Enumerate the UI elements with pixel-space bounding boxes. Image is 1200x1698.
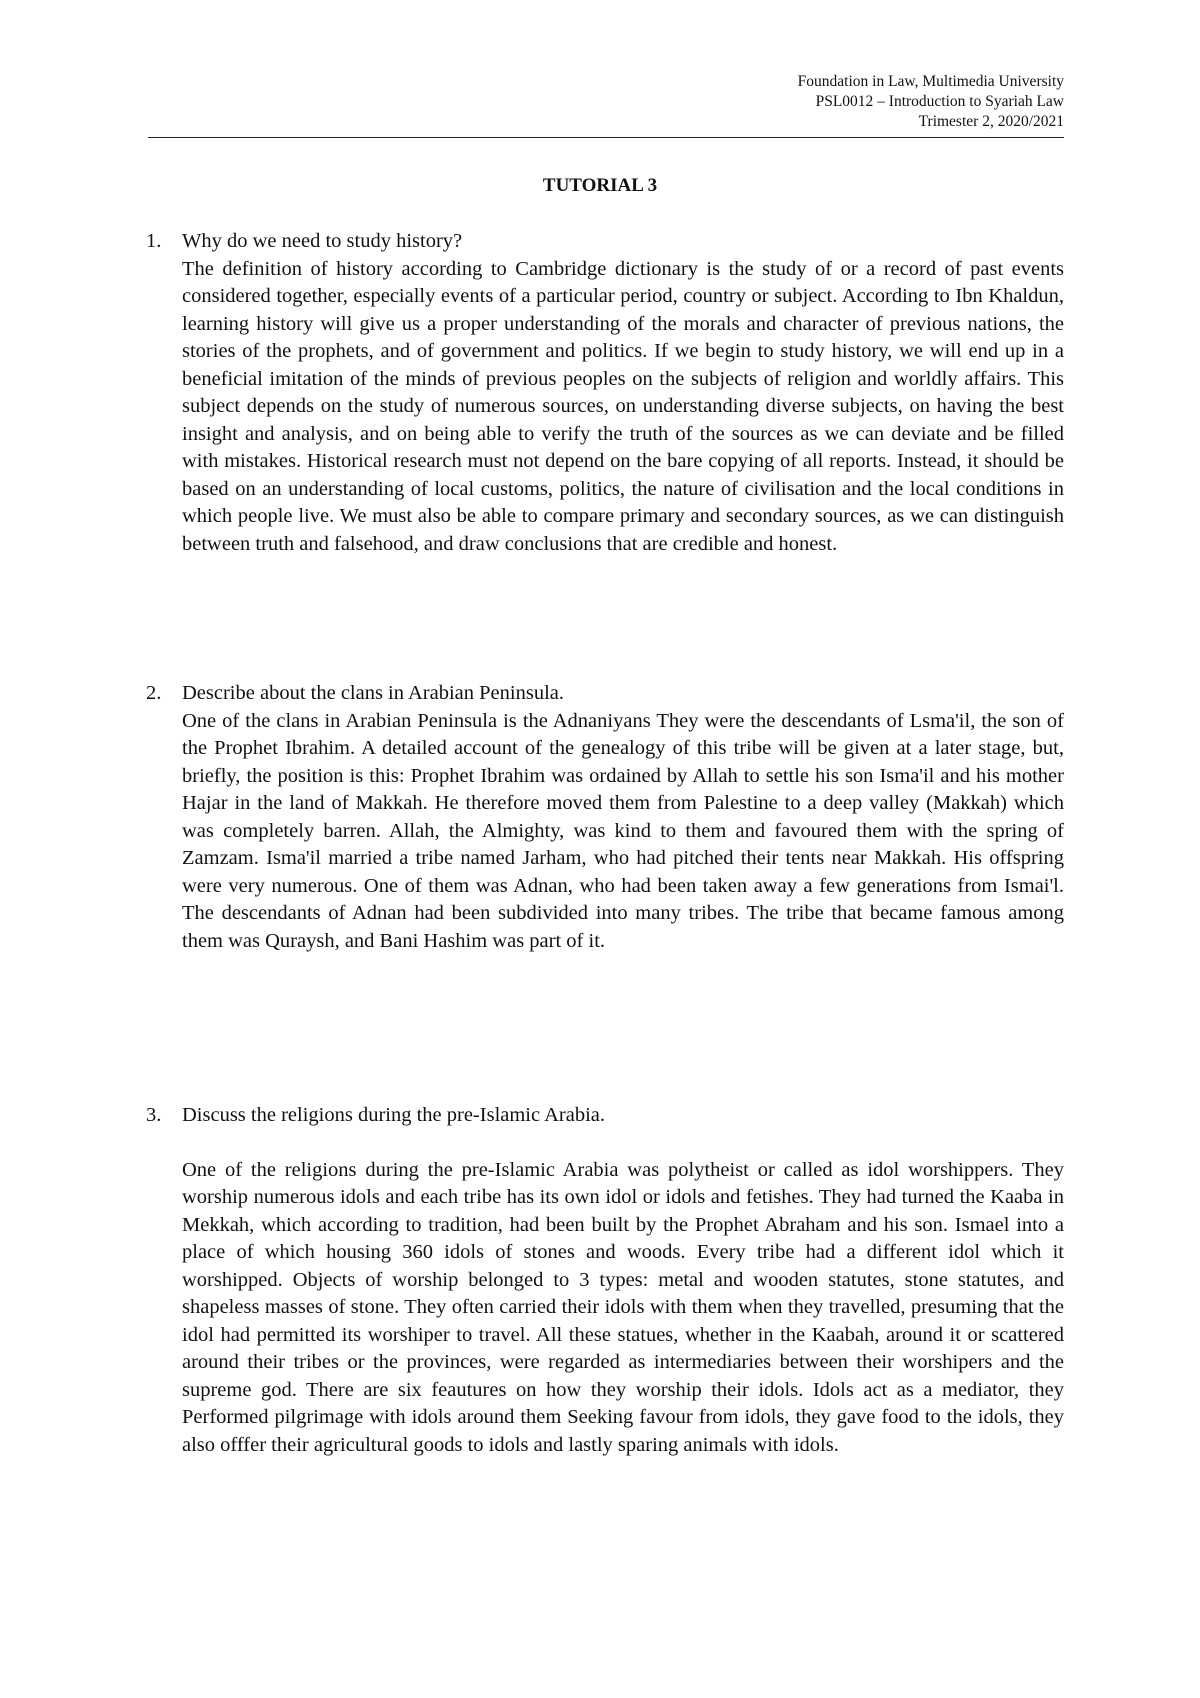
page-title: TUTORIAL 3 xyxy=(542,175,658,196)
question-item-3 xyxy=(146,1102,1064,1459)
question-item-1 xyxy=(146,228,1064,558)
question-text: Describe about the clans in Arabian Peninsula. xyxy=(182,682,564,704)
page-header xyxy=(798,72,1064,132)
question-text: Why do we need to study history? xyxy=(182,230,463,252)
header-course: PSL0012 – Introduction to Syariah Law xyxy=(815,93,1064,110)
answer-text: One of the clans in Arabian Peninsula is the Adnaniyans They were the descendants of Lsma'il, the son of the Prophet Ibrahim. A detailed account of the genealogy of this tribe will be given at a later stage, but, briefly, the position is this: Prophet Ibrahim was ordained by Allah to settle his son Isma'il and his mother Hajar in the land of Makkah. He therefore moved them from Palestine to a deep valley (Makkah) which was completely barren. Allah, the Almighty, was kind to them and favoured them with the spring of Zamzam. Isma'il married a tribe named Jarham, who had pitched their tents near Makkah. His offspring were very numerous. One of them was Adnan, who had been taken away a few generations from Ismai'l. The descendants of Adnan had been subdivided into many tribes. The tribe that became famous among them was Quraysh, and Bani Hashim was part of it. xyxy=(182,709,1064,952)
header-divider xyxy=(148,137,1064,138)
header-institution: Foundation in Law, Multimedia University xyxy=(797,73,1064,90)
question-item-2 xyxy=(146,680,1064,955)
question-number: 3. xyxy=(146,1104,162,1126)
header-trimester: Trimester 2, 2020/2021 xyxy=(918,113,1064,130)
answer-text: The definition of history according to Cambridge dictionary is the study of or a record of past events considered together, especially events of a particular period, country or subject. According to Ibn Khaldun, learning history will give us a proper understanding of the morals and character of previous nations, the stories of the prophets, and of government and politics. If we begin to study history, we will end up in a beneficial imitation of the minds of previous peoples on the subjects of religion and worldly affairs. This subject depends on the study of numerous sources, on understanding diverse subjects, on having the best insight and analysis, and on being able to verify the truth of the sources as we can deviate and be filled with mistakes. Historical research must not depend on the bare copying of all reports. Instead, it should be based on an understanding of local customs, politics, the nature of civilisation and the local conditions in which people live. We must also be able to compare primary and secondary sources, as we can distinguish between truth and falsehood, and draw conclusions that are credible and honest. xyxy=(182,257,1064,555)
question-text: Discuss the religions during the pre-Islamic Arabia. xyxy=(182,1104,605,1126)
answer-text: One of the religions during the pre-Islamic Arabia was polytheist or called as idol worshippers. They worship numerous idols and each tribe has its own idol or idols and fetishes. They had turned the Kaaba in Mekkah, which according to tradition, had been built by the Prophet Abraham and his son. Ismael into a place of which housing 360 idols of stones and woods. Every tribe had a different idol which it worshipped. Objects of worship belonged to 3 types: metal and wooden statutes, stone statutes, and shapeless masses of stone. They often carried their idols with them when they travelled, presuming that the idol had permitted its worshiper to travel. All these statues, whether in the Kaabah, around it or scattered around their tribes or the provinces, were regarded as intermediaries between their worshipers and the supreme god. There are six feautures on how they worship their idols. Idols act as a mediator, they Performed pilgrimage with idols around them Seeking favour from idols, they gave food to the idols, they also offfer their agricultural goods to idols and lastly sparing animals with idols. xyxy=(182,1158,1064,1456)
question-number: 2. xyxy=(146,682,162,704)
question-number: 1. xyxy=(146,230,162,252)
